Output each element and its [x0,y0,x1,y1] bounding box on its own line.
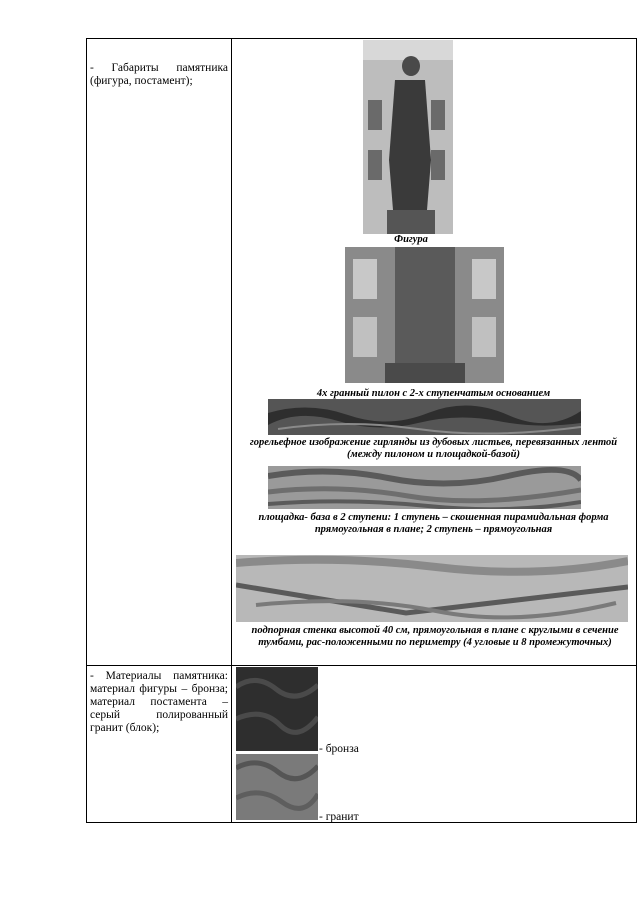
materials-label: - Материалы памятника: материал фигуры – бронза; материал постамента – серый полированный гранит (блок); [90,670,228,734]
table-right-border [636,38,637,823]
table-bottom-border [86,822,637,823]
caption-pylon: 4х гранный пилон с 2-х ступенчатым основанием [316,388,551,399]
bronze-label: - бронза [319,743,359,755]
garland-photo [268,399,581,435]
bronze-swatch [236,667,318,751]
table-top-border [86,38,637,39]
dimensions-label: - Габариты памятника (фигура, постамент); [90,62,228,87]
caption-retaining-wall: подпорная стенка высотой 40 см, прямоугольная в плане с круглыми в сечение тумбами, рас-положенными по периметру (4 угловые и 8 промежуточных) [251,625,619,648]
row-divider [86,665,637,666]
retaining-wall-photo [236,555,628,622]
table-left-border [86,38,87,823]
caption-base-platform: площадка- база в 2 ступени: 1 ступень – скошенная пирамидальная форма прямоугольная в плане; 2 ступень – прямоугольная [258,512,609,535]
monument-table [86,38,637,823]
figure-photo [363,40,453,234]
caption-garland: горельефное изображение гирлянды из дубовых листьев, перевязанных лентой (между пилоном и площадкой-базой) [249,437,618,460]
pylon-photo [345,247,504,383]
caption-figure: Фигура [394,234,428,245]
granite-label: - гранит [319,811,359,823]
granite-swatch [236,754,318,820]
base-platform-photo [268,466,581,509]
column-divider [231,38,232,823]
